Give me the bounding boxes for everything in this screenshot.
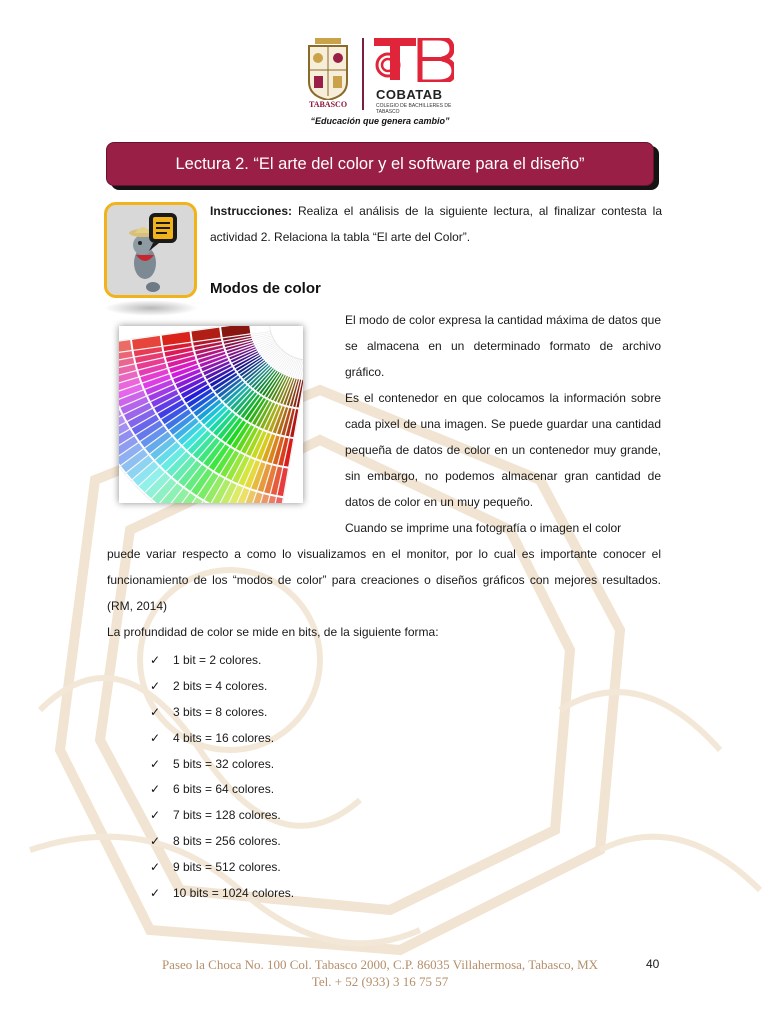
list-item-text: 10 bits = 1024 colores. (173, 885, 295, 900)
list-item (150, 673, 294, 699)
checkmark-icon: ✓ (150, 652, 161, 667)
state-name: TABASCO (308, 100, 348, 109)
checkmark-icon: ✓ (150, 885, 161, 900)
list-item-text: 5 bits = 32 colores. (173, 756, 275, 771)
list-item (150, 828, 294, 854)
list-item (150, 802, 294, 828)
institution-name: COBATAB (376, 87, 443, 102)
header-divider (362, 38, 364, 110)
checkmark-icon: ✓ (150, 704, 161, 719)
checkmark-icon: ✓ (150, 834, 161, 849)
cobatab-logo-icon (374, 38, 454, 82)
section-heading: Modos de color (210, 280, 321, 297)
mascot-reading-icon (125, 211, 181, 293)
color-depth-list (150, 647, 294, 906)
swatch-fan-graphic (119, 326, 303, 503)
list-item-text: 6 bits = 64 colores. (173, 782, 275, 797)
footer-phone: Tel. + 52 (933) 3 16 75 57 (311, 974, 449, 989)
institution-subtitle: COLEGIO DE BACHILLERES DE TABASCO (376, 103, 452, 115)
slogan: “Educación que genera cambio” (310, 116, 450, 126)
list-item (150, 751, 294, 777)
list-item-text: 1 bit = 2 colores. (173, 652, 262, 667)
list-item (150, 854, 294, 880)
mascot-box (104, 202, 197, 298)
instructions-label: Instrucciones: (210, 204, 293, 218)
checkmark-icon: ✓ (150, 730, 161, 745)
list-item (150, 880, 294, 906)
paragraph-3-start: Cuando se imprime una fotografía o imagen el color (345, 521, 622, 535)
instructions-text: Realiza el análisis de la siguiente lectura, al finalizar contesta la actividad 2. Relaciona la tabla “El arte del Color”. (210, 204, 662, 244)
list-item (150, 776, 294, 802)
checkmark-icon: ✓ (150, 756, 161, 771)
footer-address: Paseo la Choca No. 100 Col. Tabasco 2000, C.P. 86035 Villahermosa, Tabasco, MX (161, 957, 599, 972)
page-title: Lectura 2. “El arte del color y el software para el diseño” (175, 155, 585, 173)
list-item (150, 647, 294, 673)
mascot-shadow (104, 300, 198, 316)
color-swatch-fan-image (119, 326, 303, 503)
instructions (210, 198, 662, 250)
checkmark-icon: ✓ (150, 860, 161, 875)
checkmark-icon: ✓ (150, 782, 161, 797)
checkmark-icon: ✓ (150, 678, 161, 693)
page-number: 40 (646, 957, 660, 971)
paragraph-2: Es el contenedor en que colocamos la información sobre cada pixel de una imagen. Se puede guardar una cantidad pequeña de datos de color en un contenedor muy grande, sin embargo, no podemos almacenar gran cantidad de datos de color en un muy pequeño. (345, 391, 661, 509)
list-item-text: 2 bits = 4 colores. (173, 678, 268, 693)
list-item-text: 8 bits = 256 colores. (173, 834, 281, 849)
list-item (150, 699, 294, 725)
paragraph-3-rest: puede variar respecto a como lo visualizamos en el monitor, por lo cual es importante conocer el funcionamiento de los “modos de color” para creaciones o diseños gráficos con mejores resultados. (RM, 2014) (107, 547, 661, 613)
page-header (300, 36, 500, 128)
list-item-text: 4 bits = 16 colores. (173, 730, 275, 745)
list-item-text: 3 bits = 8 colores. (173, 704, 268, 719)
paragraph-1: El modo de color expresa la cantidad máxima de datos que se almacena en un determinado formato de archivo gráfico. (345, 313, 661, 379)
list-item (150, 725, 294, 751)
list-item-text: 9 bits = 512 colores. (173, 860, 281, 875)
paragraph-4: La profundidad de color se mide en bits, de la siguiente forma: (107, 625, 439, 639)
list-item-text: 7 bits = 128 colores. (173, 808, 281, 823)
page-footer (110, 956, 650, 990)
title-banner (106, 142, 654, 186)
tabasco-seal-icon (306, 38, 350, 100)
checkmark-icon: ✓ (150, 808, 161, 823)
